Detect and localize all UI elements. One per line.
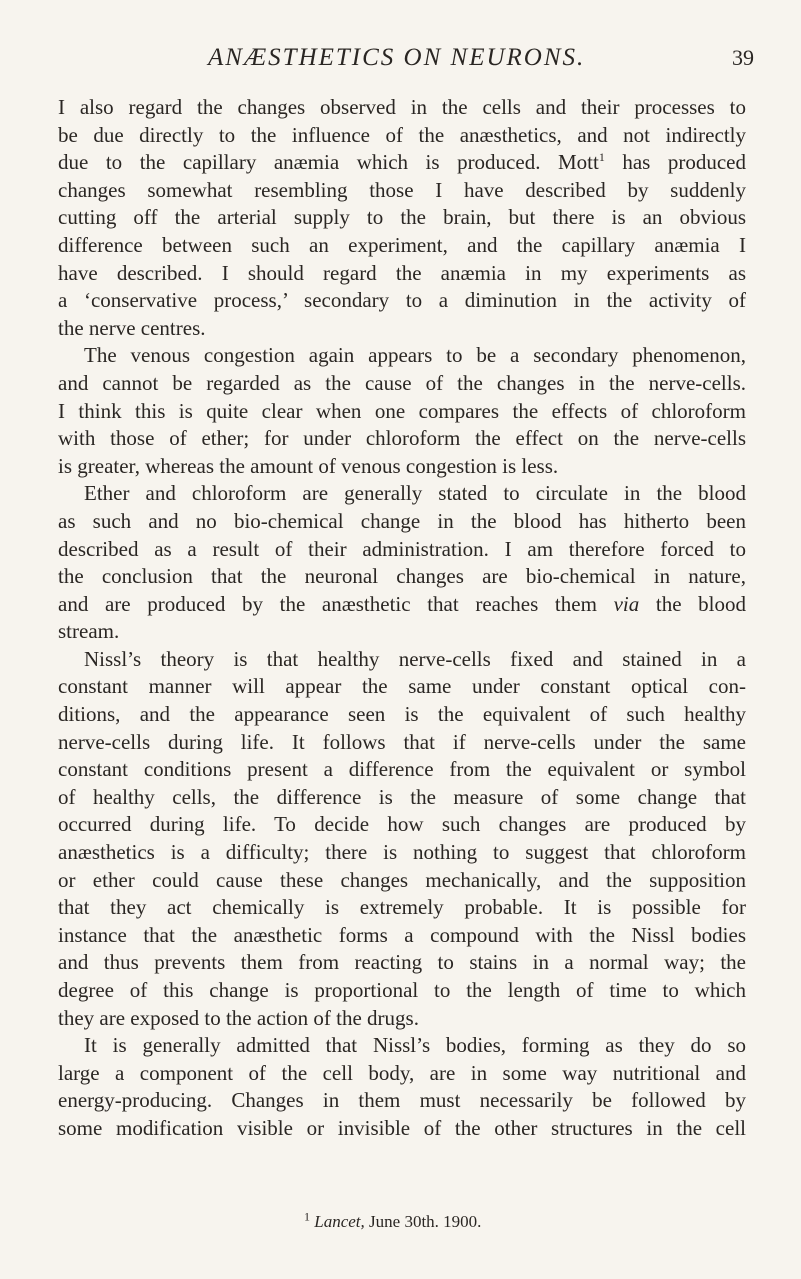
text-line: constant conditions present a difference from the equivalent or symbol <box>58 757 746 782</box>
footnote-reference: 1 <box>598 150 605 165</box>
footnote-source: Lancet, <box>314 1212 365 1231</box>
text-line: I think this is quite clear when one compares the effects of chloroform <box>58 398 746 423</box>
page-number: 39 <box>732 45 754 70</box>
text-line: nerve-cells during life. It follows that if nerve-cells under the same <box>58 729 746 754</box>
text-line: as such and no bio-chemical change in the blood has hitherto been <box>58 508 746 533</box>
text-line: described as a result of their administration. I am therefore forced to <box>58 536 746 561</box>
footnote-marker: 1 <box>304 1209 310 1224</box>
text-line: constant manner will appear the same under constant optical con- <box>58 674 746 699</box>
text-line: that they act chemically is extremely probable. It is possible for <box>58 895 746 920</box>
text-line: stream. <box>58 619 120 644</box>
text-line: instance that the anæsthetic forms a compound with the Nissl bodies <box>58 922 746 947</box>
text-line: ditions, and the appearance seen is the equivalent of such healthy <box>58 702 746 727</box>
body-text <box>58 94 746 1143</box>
text-line: It is generally admitted that Nissl’s bodies, forming as they do so <box>84 1033 746 1058</box>
text-line: The venous congestion again appears to be a secondary phenomenon, <box>84 343 746 368</box>
text-line: be due directly to the influence of the anæsthetics, and not indirectly <box>58 122 746 147</box>
text-line: some modification visible or invisible of the other structures in the cell <box>58 1115 746 1140</box>
text-line: difference between such an experiment, and the capillary anæmia I <box>58 232 746 257</box>
text-line: anæsthetics is a difficulty; there is nothing to suggest that chloroform <box>58 840 746 865</box>
text-line: have described. I should regard the anæmia in my experiments as <box>58 260 746 285</box>
text-line: large a component of the cell body, are in some way nutritional and <box>58 1060 746 1085</box>
text-line: Nissl’s theory is that healthy nerve-cells fixed and stained in a <box>84 646 746 671</box>
text-line: occurred during life. To decide how such changes are produced by <box>58 812 746 837</box>
text-line: the nerve centres. <box>58 315 206 340</box>
text-line: of healthy cells, the difference is the measure of some change that <box>58 784 746 809</box>
text-line: Ether and chloroform are generally stated to circulate in the blood <box>84 481 746 506</box>
running-head <box>0 44 801 84</box>
italic-via: via <box>613 591 640 616</box>
text-line: with those of ether; for under chloroform the effect on the nerve-cells <box>58 426 746 451</box>
text-line: and thus prevents them from reacting to stains in a normal way; the <box>58 950 746 975</box>
text-line: due to the capillary anæmia which is produced. Mott$^1$ has produced <box>58 150 746 175</box>
text-line: or ether could cause these changes mechanically, and the supposition <box>58 867 746 892</box>
footnote <box>304 1209 482 1232</box>
text-line: a ‘conservative process,’ secondary to a diminution in the activity of <box>58 288 746 313</box>
text-line: changes somewhat resembling those I have described by suddenly <box>58 177 746 202</box>
text-line: I also regard the changes observed in the cells and their processes to <box>58 95 746 119</box>
text-line: degree of this change is proportional to the length of time to which <box>58 978 746 1002</box>
footnote-date: June 30th. 1900. <box>364 1212 482 1231</box>
text-line: and cannot be regarded as the cause of the changes in the nerve-cells. <box>58 370 746 395</box>
text-line: and are produced by the anæsthetic that reaches them via the blood <box>58 591 746 616</box>
text-line: cutting off the arterial supply to the brain, but there is an obvious <box>58 205 746 230</box>
text-line: is greater, whereas the amount of venous congestion is less. <box>58 453 559 478</box>
text-line: energy-producing. Changes in them must necessarily be followed by <box>58 1088 746 1113</box>
text-line: the conclusion that the neuronal changes are bio-chemical in nature, <box>58 564 746 589</box>
running-title: ANÆSTHETICS ON NEURONS. <box>208 44 586 71</box>
text-line: they are exposed to the action of the drugs. <box>58 1005 419 1030</box>
